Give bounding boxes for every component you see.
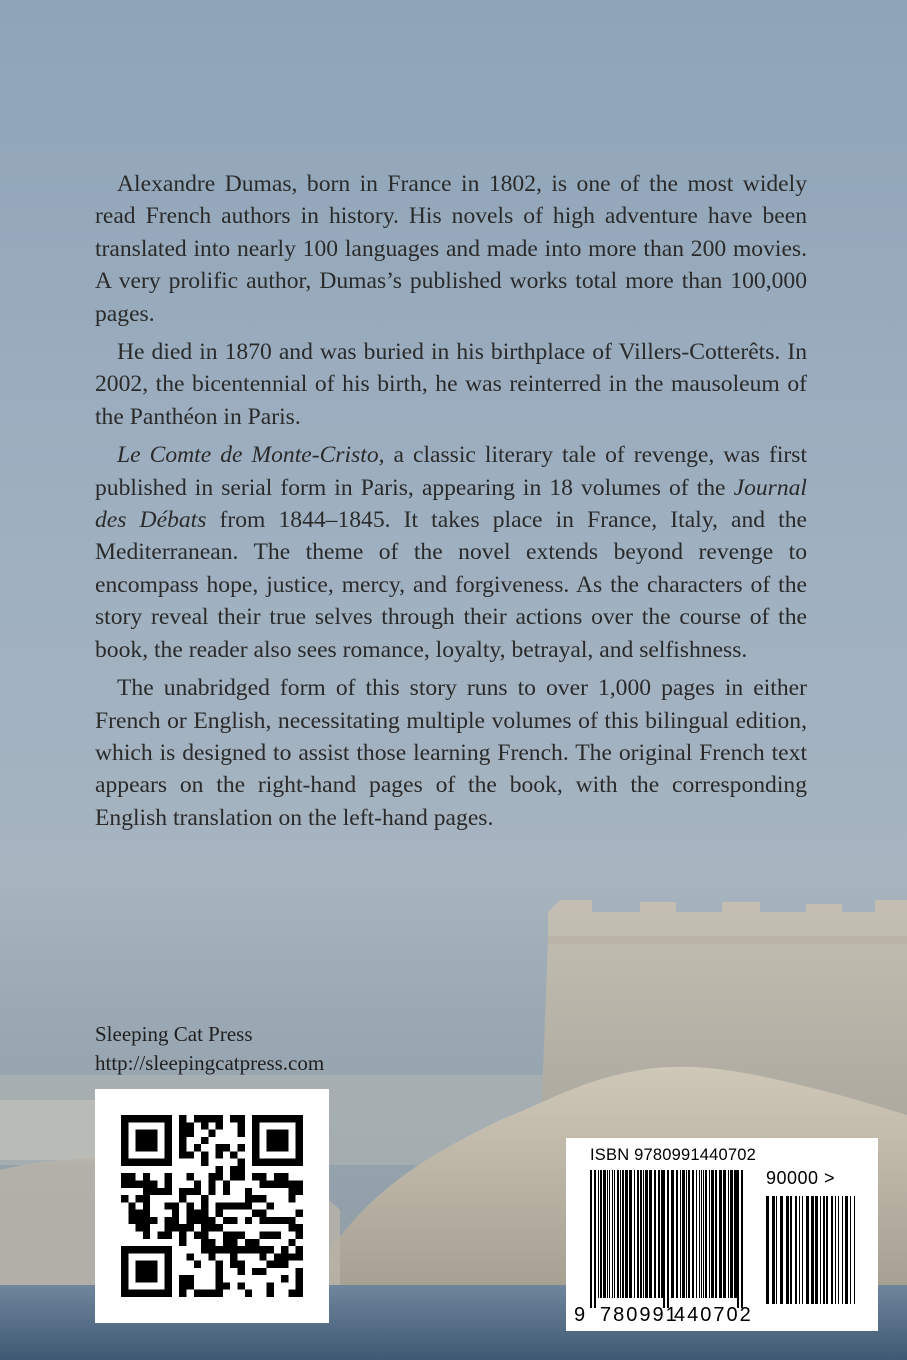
barcode-digits-group-1: 780991: [600, 1304, 679, 1326]
qr-code-icon: [121, 1115, 303, 1297]
publisher-block: [95, 1020, 324, 1078]
back-cover-blurb: [95, 168, 807, 840]
publisher-name: Sleeping Cat Press: [95, 1022, 253, 1046]
novel-title: Le Comte de Monte-Cristo,: [117, 442, 385, 469]
qr-code-panel: [95, 1089, 329, 1323]
price-code: 90000 >: [766, 1168, 836, 1188]
blurb-paragraph-3-part-b: from 1844–1845. It takes place in France, Italy, and the Mediterranean. The theme of the novel extends beyond revenge to encompass hope, justice, mercy, and forgiveness. As the characters of the story reveal their true selves through their actions over the course of the book, the reader also sees romance, loyalty, betrayal, and selfishness.: [95, 507, 807, 663]
journal-title: Journal des Débats: [95, 474, 807, 534]
publisher-url: http://sleepingcatpress.com: [95, 1051, 325, 1075]
blurb-paragraph-4: The unabridged form of this story runs to over 1,000 pages in either French or English, necessitating multiple volumes of this bilingual edition, which is designed to assist those learning French. The original French text appears on the right-hand pages of the book, with the corresponding English translation on the left-hand pages.: [95, 675, 807, 831]
barcode-icon: [566, 1138, 878, 1331]
barcode-digit-first: 9: [574, 1304, 586, 1326]
blurb-paragraph-3-part-a: a classic literary tale of revenge, was first published in serial form in Paris, appearing in 18 volumes of the: [95, 442, 807, 501]
blurb-paragraph-2: He died in 1870 and was buried in his birthplace of Villers-Cotterêts. In 2002, the bicentennial of his birth, he was reinterred in the mausoleum of the Panthéon in Paris.: [95, 339, 807, 430]
isbn-label: ISBN 9780991440702: [590, 1146, 756, 1164]
barcode-digits-group-2: 440702: [674, 1304, 753, 1326]
blurb-paragraph-1: Alexandre Dumas, born in France in 1802, is one of the most widely read French authors in history. His novels of high adventure have been translated into nearly 100 languages and made into more than 200 movies. A very prolific author, Dumas’s published works total more than 100,000 pages.: [95, 171, 807, 327]
blurb-paragraph-3: [95, 439, 807, 666]
isbn-barcode-panel: [566, 1138, 878, 1331]
barcode-digits: [566, 1304, 878, 1328]
